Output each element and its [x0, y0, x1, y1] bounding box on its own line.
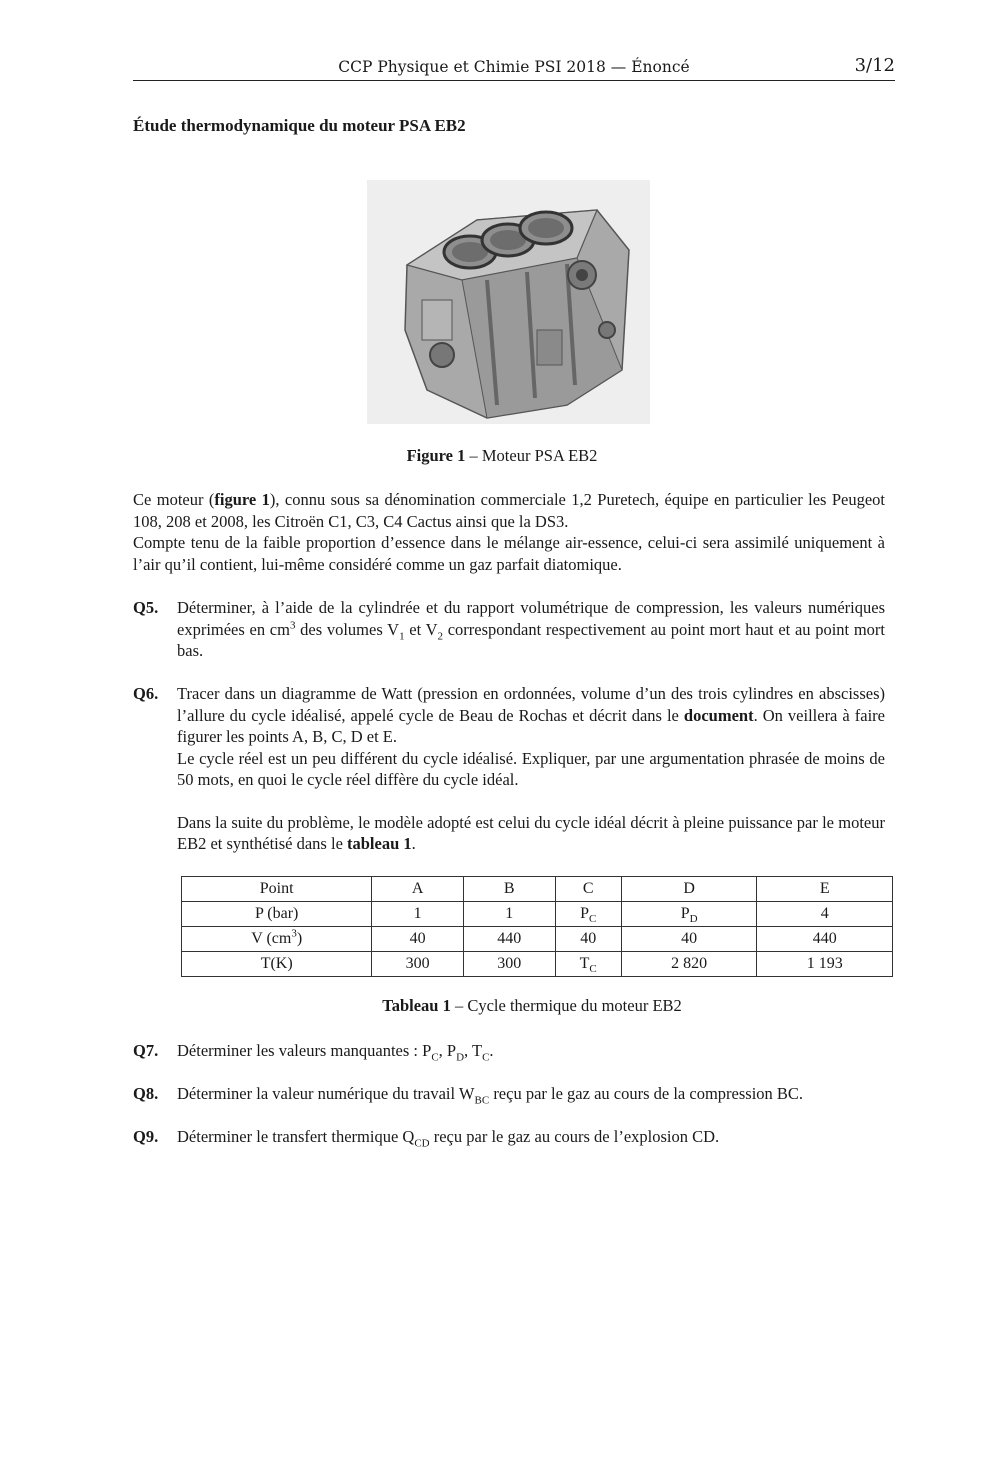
table-cell: 300	[463, 952, 555, 977]
table-cell: T(K)	[182, 952, 372, 977]
table-cell: P (bar)	[182, 902, 372, 927]
figure-caption	[0, 446, 1004, 466]
intro-text: Ce moteur (	[133, 490, 215, 509]
question-text: Le cycle réel est un peu différent du cycle idéalisé. Expliquer, par une argumentation phrasée de moins de 50 mots, en quoi le cycle réel diffère du cycle idéal.	[177, 748, 885, 789]
table-cell: 1	[372, 902, 464, 927]
table-row	[182, 927, 893, 952]
table-cell: 440	[463, 927, 555, 952]
engine-photo	[367, 180, 650, 424]
table-cell: V $(cm^3)$	[182, 927, 372, 952]
question-label: Q6.	[133, 684, 159, 703]
question-text: Déterminer le transfert thermique $Q_{CD}$ reçu par le gaz au cours de l’explosion CD.	[177, 1127, 720, 1150]
page-number: 3/12	[854, 55, 895, 76]
table-cell: $P_C$	[555, 902, 621, 927]
figure-label: Figure 1	[406, 446, 466, 465]
table-cell: E	[757, 877, 893, 902]
table-cell: B	[463, 877, 555, 902]
figure-caption-text: Moteur PSA EB2	[481, 446, 598, 465]
table-cell: A	[372, 877, 464, 902]
table-caption-text: Cycle thermique du moteur EB2	[467, 996, 682, 1015]
table-caption-sep: –	[450, 996, 468, 1015]
table-row	[182, 877, 893, 902]
question-q7	[133, 1040, 885, 1062]
table-cell: 4	[757, 902, 893, 927]
engine-block-illustration	[367, 180, 650, 424]
section-title: Étude thermodynamique du moteur PSA EB2	[133, 116, 466, 135]
question-label: Q7.	[133, 1041, 159, 1060]
intro-paragraph-1	[133, 489, 885, 532]
table-cell: 440	[757, 927, 893, 952]
question-label: Q8.	[133, 1084, 159, 1103]
figure-ref: figure 1	[214, 490, 270, 509]
table-cell: $T_C$	[555, 952, 621, 977]
table-cell: 1	[463, 902, 555, 927]
table-cell: 40	[621, 927, 757, 952]
table-cell: 2 820	[621, 952, 757, 977]
table-label: Tableau 1	[382, 996, 451, 1015]
question-text: Déterminer la valeur numérique du travail $W_{BC}$ reçu par le gaz au cours de la compression BC.	[177, 1084, 804, 1107]
table-row	[182, 952, 893, 977]
question-q8	[133, 1083, 885, 1105]
figure-caption-sep: –	[465, 446, 482, 465]
table-cell: C	[555, 877, 621, 902]
question-text: Tracer dans un diagramme de Watt (pression en ordonnées, volume d’un des trois cylindres en abscisses) l’allure du cycle idéalisé, appelé cycle de Beau de Rochas et décrit dans le document. On veillera à faire figurer les points A, B, C, D et E.	[177, 684, 885, 746]
intro-paragraph-2: Compte tenu de la faible proportion d’essence dans le mélange air-essence, celui-ci sera assimilé uniquement à l’air qu’il contient, lui-même considéré comme un gaz parfait diatomique.	[133, 533, 885, 574]
header-title: CCP Physique et Chimie PSI 2018 — Énoncé	[338, 58, 690, 76]
table-cell: 300	[372, 952, 464, 977]
question-q6	[133, 683, 885, 855]
question-text: Déterminer les valeurs manquantes : $P_C$, $P_D$, $T_C$.	[177, 1041, 494, 1064]
table-cell: 1 193	[757, 952, 893, 977]
question-label: Q5.	[133, 598, 159, 617]
cycle-table	[181, 876, 893, 977]
table-cell: 40	[372, 927, 464, 952]
question-text: Déterminer, à l’aide de la cylindrée et du rapport volumétrique de compression, les valeurs numériques exprimées en $cm^3$ des volumes $V_1$ et $V_2$ correspondant respectivement au point mort haut et au point mort bas.	[177, 598, 886, 660]
question-q9	[133, 1126, 885, 1148]
table-cell: D	[621, 877, 757, 902]
table-cell: 40	[555, 927, 621, 952]
table-row	[182, 902, 893, 927]
question-q5	[133, 597, 885, 662]
question-label: Q9.	[133, 1127, 159, 1146]
table-caption	[0, 996, 1004, 1016]
table-cell: $P_D$	[621, 902, 757, 927]
table-cell: Point	[182, 877, 372, 902]
page-header	[133, 54, 895, 81]
question-text: Dans la suite du problème, le modèle adopté est celui du cycle idéal décrit à pleine puissance par le moteur EB2 et synthétisé dans le tableau 1.	[177, 812, 885, 853]
intro-text: ), connu sous sa dénomination commerciale 1,2 Puretech, équipe en particulier les Peugeot 108, 208 et 2008, les Citroën C1, C3, C4 Cactus ainsi que la DS3.	[133, 490, 886, 531]
